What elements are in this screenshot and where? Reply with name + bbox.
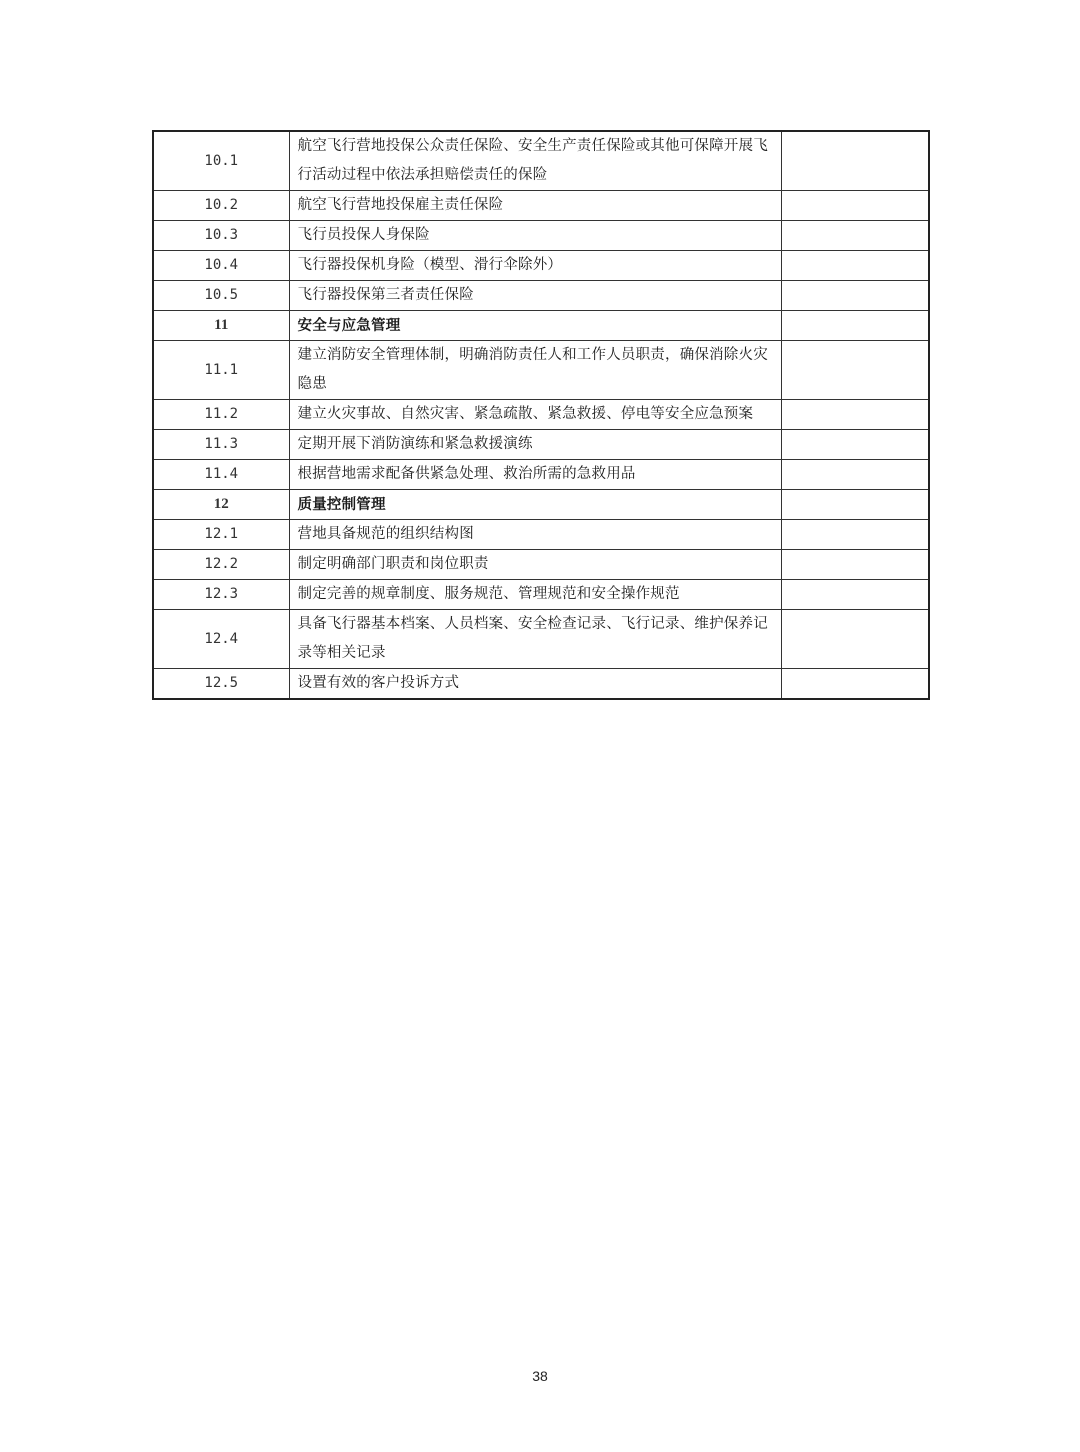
table-row xyxy=(153,610,929,669)
item-description: 根据营地需求配备供紧急处理、救治所需的急救用品 xyxy=(289,460,781,490)
section-title: 质量控制管理 xyxy=(289,490,781,520)
table-row xyxy=(153,400,929,430)
item-description: 飞行器投保机身险（模型、滑行伞除外） xyxy=(289,251,781,281)
page-number: 38 xyxy=(532,1368,548,1384)
table-row xyxy=(153,550,929,580)
blank-cell xyxy=(781,341,929,400)
table-row xyxy=(153,131,929,191)
blank-cell xyxy=(781,460,929,490)
blank-cell xyxy=(781,610,929,669)
blank-cell xyxy=(781,221,929,251)
blank-cell xyxy=(781,669,929,700)
item-number: 10.5 xyxy=(153,281,289,311)
item-description: 设置有效的客户投诉方式 xyxy=(289,669,781,700)
item-description: 定期开展下消防演练和紧急救援演练 xyxy=(289,430,781,460)
blank-cell xyxy=(781,550,929,580)
item-number: 10.1 xyxy=(153,131,289,191)
item-description: 制定完善的规章制度、服务规范、管理规范和安全操作规范 xyxy=(289,580,781,610)
item-number: 12.2 xyxy=(153,550,289,580)
table-row xyxy=(153,341,929,400)
item-number: 12.3 xyxy=(153,580,289,610)
item-number: 10.4 xyxy=(153,251,289,281)
item-number: 10.3 xyxy=(153,221,289,251)
blank-cell xyxy=(781,490,929,520)
section-number: 11 xyxy=(153,311,289,341)
section-header-row xyxy=(153,311,929,341)
table-row xyxy=(153,520,929,550)
item-description: 营地具备规范的组织结构图 xyxy=(289,520,781,550)
item-number: 10.2 xyxy=(153,191,289,221)
item-number: 11.1 xyxy=(153,341,289,400)
table-row xyxy=(153,460,929,490)
item-number: 12.4 xyxy=(153,610,289,669)
table-row xyxy=(153,430,929,460)
blank-cell xyxy=(781,281,929,311)
table-row xyxy=(153,251,929,281)
item-description: 飞行员投保人身保险 xyxy=(289,221,781,251)
table-row xyxy=(153,191,929,221)
table-row xyxy=(153,221,929,251)
item-description: 建立消防安全管理体制，明确消防责任人和工作人员职责，确保消除火灾隐患 xyxy=(289,341,781,400)
item-number: 12.5 xyxy=(153,669,289,700)
item-description: 飞行器投保第三者责任保险 xyxy=(289,281,781,311)
blank-cell xyxy=(781,400,929,430)
blank-cell xyxy=(781,311,929,341)
section-header-row xyxy=(153,490,929,520)
item-description: 制定明确部门职责和岗位职责 xyxy=(289,550,781,580)
item-description: 建立火灾事故、自然灾害、紧急疏散、紧急救援、停电等安全应急预案 xyxy=(289,400,781,430)
checklist-table xyxy=(152,130,930,700)
item-number: 11.3 xyxy=(153,430,289,460)
item-description: 具备飞行器基本档案、人员档案、安全检查记录、飞行记录、维护保养记录等相关记录 xyxy=(289,610,781,669)
checklist-table-container xyxy=(152,130,928,700)
item-number: 11.4 xyxy=(153,460,289,490)
item-description: 航空飞行营地投保公众责任保险、安全生产责任保险或其他可保障开展飞行活动过程中依法承担赔偿责任的保险 xyxy=(289,131,781,191)
blank-cell xyxy=(781,251,929,281)
item-description: 航空飞行营地投保雇主责任保险 xyxy=(289,191,781,221)
table-row xyxy=(153,669,929,700)
blank-cell xyxy=(781,520,929,550)
table-row xyxy=(153,281,929,311)
blank-cell xyxy=(781,131,929,191)
table-row xyxy=(153,580,929,610)
section-title: 安全与应急管理 xyxy=(289,311,781,341)
blank-cell xyxy=(781,430,929,460)
item-number: 11.2 xyxy=(153,400,289,430)
section-number: 12 xyxy=(153,490,289,520)
blank-cell xyxy=(781,191,929,221)
blank-cell xyxy=(781,580,929,610)
item-number: 12.1 xyxy=(153,520,289,550)
